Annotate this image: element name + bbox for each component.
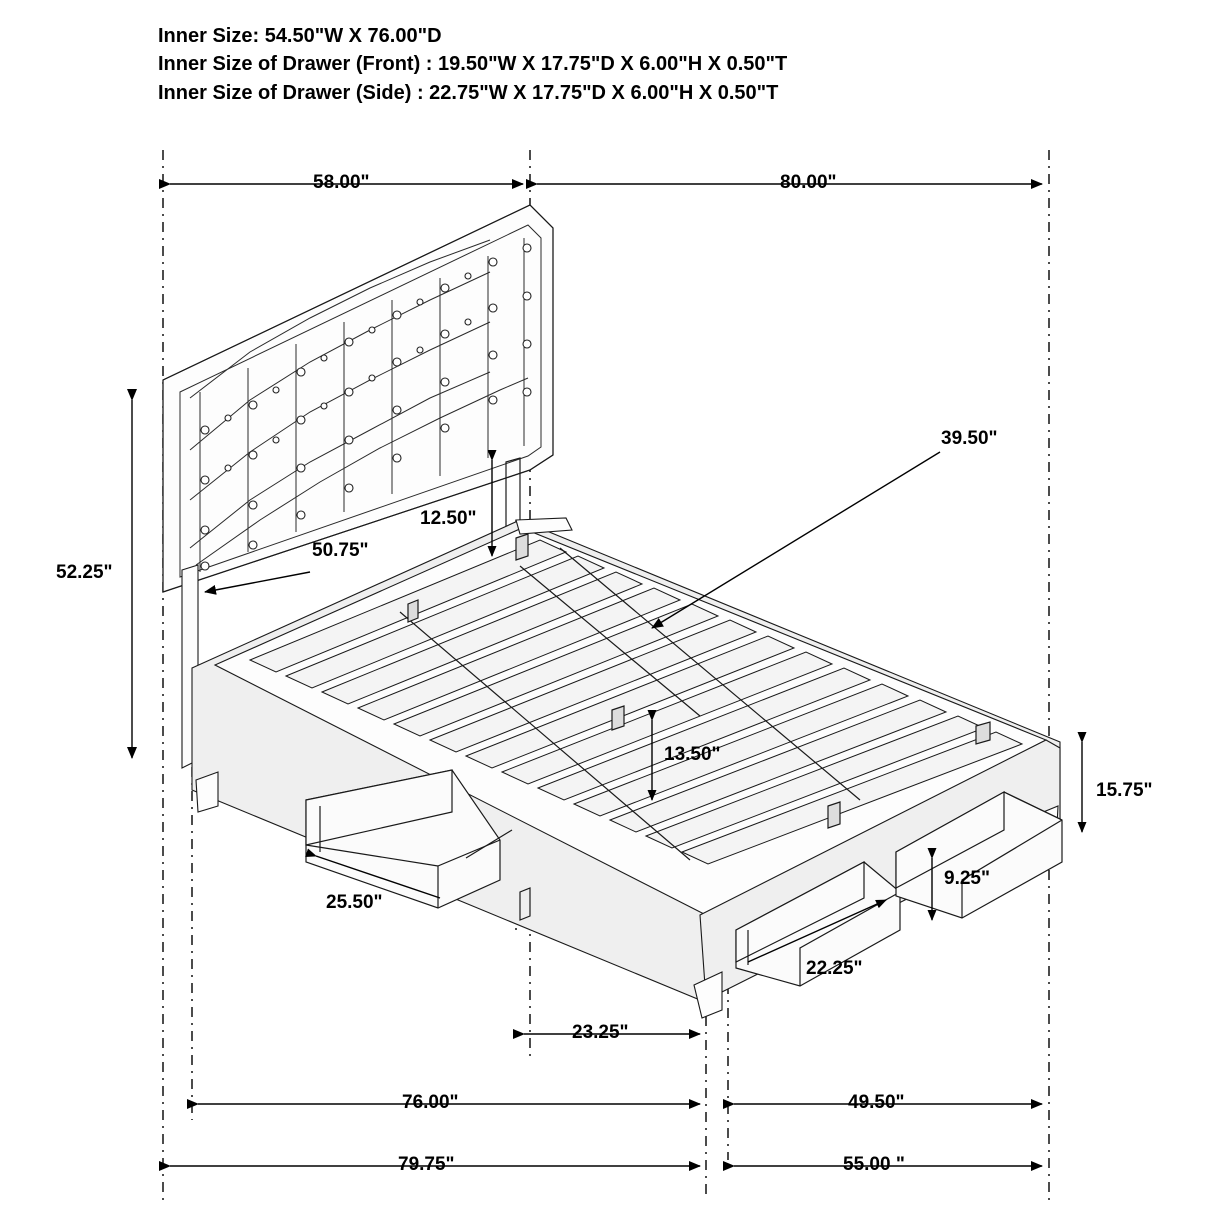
dim-overall-width: 55.00 "	[843, 1154, 905, 1175]
dim-frame-depth: 76.00"	[402, 1092, 459, 1113]
dim-frame-width-right: 49.50"	[848, 1092, 905, 1113]
spec-line-3: Inner Size of Drawer (Side) : 22.75"W X 17.75"D X 6.00"H X 0.50"T	[158, 81, 779, 104]
dim-drawer-height: 9.25"	[944, 868, 990, 889]
dim-deck-callout: 39.50"	[941, 428, 998, 449]
dim-headboard-height: 52.25"	[56, 562, 113, 583]
dim-front-drawer-width: 22.25"	[806, 958, 863, 979]
spec-line-1: Inner Size: 54.50"W X 76.00"D	[158, 25, 442, 47]
dim-side-rail-height: 15.75"	[1096, 780, 1153, 801]
dim-side-drawer-width: 25.50"	[326, 892, 383, 913]
dim-headboard-gap: 12.50"	[420, 508, 477, 529]
dim-headboard-panel-height: 50.75"	[312, 540, 369, 561]
dim-top-left-width: 58.00"	[313, 172, 370, 193]
dim-top-right-width: 80.00"	[780, 172, 837, 193]
dim-foot-offset: 23.25"	[572, 1022, 629, 1043]
spec-line-2: Inner Size of Drawer (Front) : 19.50"W X 17.75"D X 6.00"H X 0.50"T	[158, 53, 788, 76]
dim-slat-height: 13.50"	[664, 744, 721, 765]
bed-frame-illustration	[192, 518, 1060, 1018]
dim-overall-depth: 79.75"	[398, 1154, 455, 1175]
